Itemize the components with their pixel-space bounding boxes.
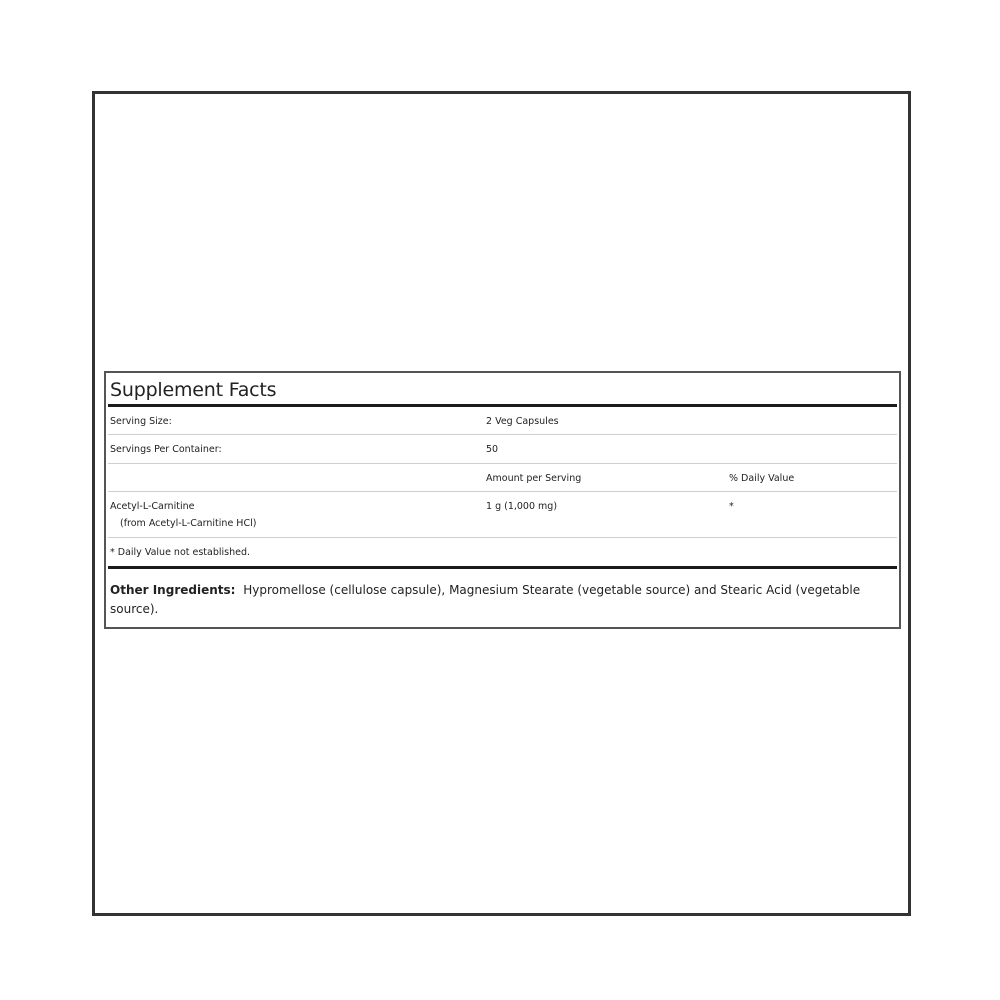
row-divider	[108, 434, 897, 435]
title-rule	[108, 404, 897, 407]
daily-value-footnote: * Daily Value not established.	[110, 547, 251, 558]
ingredient-amount: 1 g (1,000 mg)	[486, 501, 558, 512]
facts-title: Supplement Facts	[110, 379, 277, 401]
supplement-facts-panel	[104, 371, 901, 629]
other-ingredients	[110, 581, 890, 619]
other-ingredients-label: Other Ingredients:	[110, 583, 236, 597]
amount-per-serving-header: Amount per Serving	[486, 473, 582, 484]
daily-value-header: % Daily Value	[729, 473, 795, 484]
ingredient-name: Acetyl-L-Carnitine	[110, 501, 195, 512]
ingredient-source: (from Acetyl-L-Carnitine HCl)	[120, 518, 257, 529]
serving-size-label: Serving Size:	[110, 416, 172, 427]
row-divider	[108, 463, 897, 464]
footnote-rule	[108, 566, 897, 569]
row-divider	[108, 537, 897, 538]
ingredient-daily-value: *	[729, 501, 734, 512]
serving-size-value: 2 Veg Capsules	[486, 416, 559, 427]
servings-per-container-label: Servings Per Container:	[110, 444, 222, 455]
other-ingredients-text: Hypromellose (cellulose capsule), Magnesium Stearate (vegetable source) and Stearic Acid (vegetable source).	[110, 583, 861, 616]
row-divider	[108, 491, 897, 492]
servings-per-container-value: 50	[486, 444, 499, 455]
